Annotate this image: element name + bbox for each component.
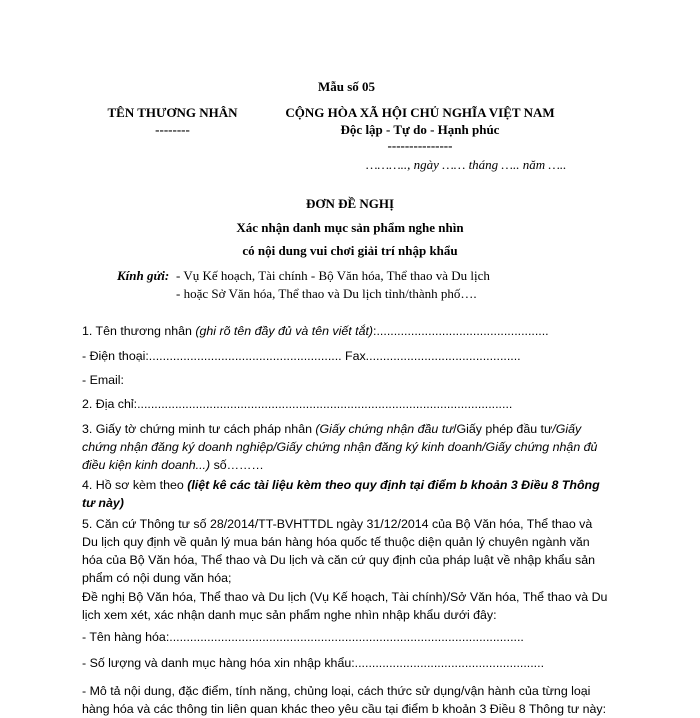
document-subtitle-1: Xác nhận danh mục sản phẩm nghe nhìn: [236, 220, 464, 235]
recipient-line-1: - Vụ Kế hoạch, Tài chính - Bộ Văn hóa, Thể thao và Du lịch: [176, 268, 490, 283]
motto-divider: ---------------: [387, 138, 453, 153]
field-goods-description: - Mô tả nội dung, đặc điểm, tính năng, chủng loại, cách thức sử dụng/vận hành của từng loại hàng hóa và các thông tin liên quan khác theo yêu cầu tại điểm b khoản 3 Điều 8 Thông tư này:: [82, 684, 607, 716]
legal-basis-paragraph: 5. Căn cứ Thông tư số 28/2014/TT-BVHTTDL ngày 31/12/2014 của Bộ Văn hóa, Thể thao và Du lịch quy định về quản lý mua bán hàng hóa quốc tế thuộc diện quản lý chuyên ngành văn hóa của Bộ Văn hóa, Thể thao và Du lịch và căn cứ quy định của pháp luật về nhập khẩu sản phẩm có nội dung văn hóa;: [82, 517, 595, 585]
field-merchant-name-hint: (ghi rõ tên đầy đủ và tên viết tắt): [195, 324, 374, 338]
date-line: ……….., ngày …… tháng ….. năm …..: [366, 157, 567, 172]
field-merchant-name-label: 1. Tên thương nhân: [82, 324, 196, 338]
recipient-line-2: - hoặc Sở Văn hóa, Thể thao và Du lịch tỉnh/thành phố….: [176, 286, 477, 301]
country-heading: CỘNG HÒA XÃ HỘI CHỦ NGHĨA VIỆT NAM: [285, 105, 555, 120]
field-merchant-name: [82, 324, 549, 338]
field-attachments-label: 4. Hồ sơ kèm theo: [82, 478, 188, 492]
form-number: Mẫu số 05: [318, 79, 376, 94]
field-address: 2. Địa chỉ:.............................................................................................................: [82, 397, 513, 411]
field-legal-documents-plain: /Giấy phép đầu tư: [453, 422, 553, 436]
field-legal-documents-hint-a: (Giấy chứng nhận đầu tư: [315, 422, 454, 436]
document-title: ĐƠN ĐỀ NGHỊ: [305, 196, 395, 211]
field-attachments: [82, 476, 610, 512]
org-name: TÊN THƯƠNG NHÂN: [107, 105, 238, 120]
field-legal-documents-hint-b: /Giấy chứng nhận đăng ký doanh nghiệp/Giấy chứng nhận đăng ký kinh doanh/Giấy chứng nhận đủ điều kiện kinh doanh...): [82, 422, 598, 472]
field-merchant-name-blank: :..................................................: [373, 324, 549, 338]
org-divider: --------: [155, 122, 190, 137]
field-email: - Email:: [82, 373, 124, 387]
field-attachments-hint: (liệt kê các tài liệu kèm theo quy định tại điểm b khoản 3 Điều 8 Thông tư này): [82, 478, 600, 510]
field-legal-documents-number: số………: [210, 458, 264, 472]
field-goods-name: - Tên hàng hóa:.......................................................................................................: [82, 630, 524, 644]
field-legal-documents: [82, 420, 610, 474]
motto: Độc lập - Tự do - Hạnh phúc: [340, 122, 500, 137]
request-paragraph: Đề nghị Bộ Văn hóa, Thể thao và Du lịch (Vụ Kế hoạch, Tài chính)/Sở Văn hóa, Thể thao và Du lịch xem xét, xác nhận danh mục sản phẩm nghe nhìn nhập khẩu dưới đây:: [82, 590, 608, 622]
field-goods-quantity: - Số lượng và danh mục hàng hóa xin nhập khẩu:.......................................................: [82, 656, 545, 670]
field-legal-documents-label: 3. Giấy tờ chứng minh tư cách pháp nhân: [82, 422, 316, 436]
document-subtitle-2: có nội dung vui chơi giải trí nhập khẩu: [242, 243, 458, 258]
recipient-label: Kính gửi:: [117, 268, 170, 283]
field-phone-fax: - Điện thoại:........................................................ Fax.............................................: [82, 349, 521, 363]
